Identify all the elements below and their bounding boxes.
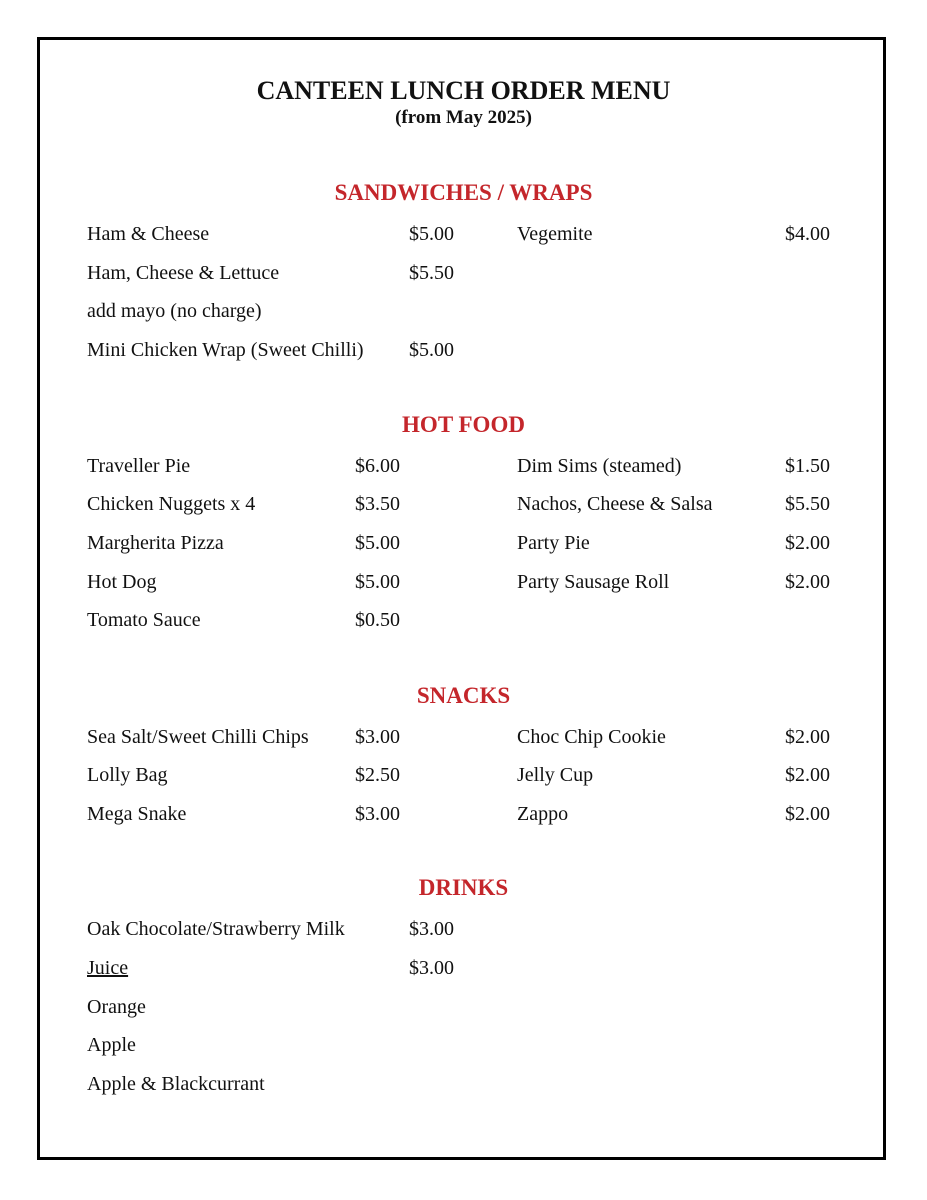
section-heading-snacks: SNACKS (416, 683, 511, 708)
menu-item-price: $6.00 (355, 455, 400, 477)
menu-item-price: $3.00 (409, 957, 454, 979)
menu-item-price: $1.50 (785, 455, 830, 477)
section-heading-drinks: DRINKS (418, 875, 509, 900)
menu-item-name: Dim Sims (steamed) (517, 455, 682, 477)
menu-item-price: $5.00 (409, 223, 454, 245)
menu-item-name: Chicken Nuggets x 4 (87, 493, 256, 515)
menu-item-name: Nachos, Cheese & Salsa (517, 493, 713, 515)
menu-item-price: $2.00 (785, 571, 830, 593)
menu-item-name: Choc Chip Cookie (517, 726, 666, 748)
menu-item-price: $3.50 (355, 493, 400, 515)
menu-item-price: $2.00 (785, 532, 830, 554)
menu-item-name: Jelly Cup (517, 764, 594, 786)
menu-item-price: $3.00 (355, 803, 400, 825)
menu-item-name: Vegemite (517, 223, 593, 245)
section-heading-sandwiches: SANDWICHES / WRAPS (334, 180, 593, 205)
menu-item-price: $2.50 (355, 764, 400, 786)
menu-item-name: Juice (87, 957, 129, 979)
menu-item-price: $5.50 (785, 493, 830, 515)
page-subtitle: (from May 2025) (395, 107, 532, 128)
menu-item-price: $2.00 (785, 726, 830, 748)
menu-item-name: Party Pie (517, 532, 590, 554)
menu-item-price: $0.50 (355, 609, 400, 631)
menu-item-option: Apple & Blackcurrant (87, 1073, 265, 1095)
menu-item-name: Tomato Sauce (87, 609, 201, 631)
menu-item-option: Apple (87, 1034, 136, 1056)
menu-item-name: Ham, Cheese & Lettuce (87, 262, 280, 284)
menu-item-name: Party Sausage Roll (517, 571, 670, 593)
menu-item-name: Margherita Pizza (87, 532, 224, 554)
menu-item-price: $2.00 (785, 803, 830, 825)
menu-item-price: $4.00 (785, 223, 830, 245)
menu-item-price: $2.00 (785, 764, 830, 786)
menu-item-price: $3.00 (355, 726, 400, 748)
menu-item-price: $5.50 (409, 262, 454, 284)
menu-item-price: $3.00 (409, 918, 454, 940)
section-heading-hot-food: HOT FOOD (402, 412, 525, 437)
menu-item-note: add mayo (no charge) (87, 300, 262, 322)
menu-item-name: Mini Chicken Wrap (Sweet Chilli) (87, 339, 364, 361)
menu-item-name: Zappo (517, 803, 569, 825)
menu-item-name: Sea Salt/Sweet Chilli Chips (87, 726, 309, 748)
menu-item-option: Orange (87, 996, 146, 1018)
menu-item-name: Traveller Pie (87, 455, 191, 477)
menu-item-price: $5.00 (355, 532, 400, 554)
menu-item-name: Oak Chocolate/Strawberry Milk (87, 918, 345, 940)
menu-item-name: Hot Dog (87, 571, 157, 593)
menu-item-price: $5.00 (409, 339, 454, 361)
menu-item-name: Mega Snake (87, 803, 187, 825)
menu-item-name: Ham & Cheese (87, 223, 210, 245)
menu-item-price: $5.00 (355, 571, 400, 593)
menu-item-name: Lolly Bag (87, 764, 168, 786)
page-title: CANTEEN LUNCH ORDER MENU (256, 76, 671, 105)
